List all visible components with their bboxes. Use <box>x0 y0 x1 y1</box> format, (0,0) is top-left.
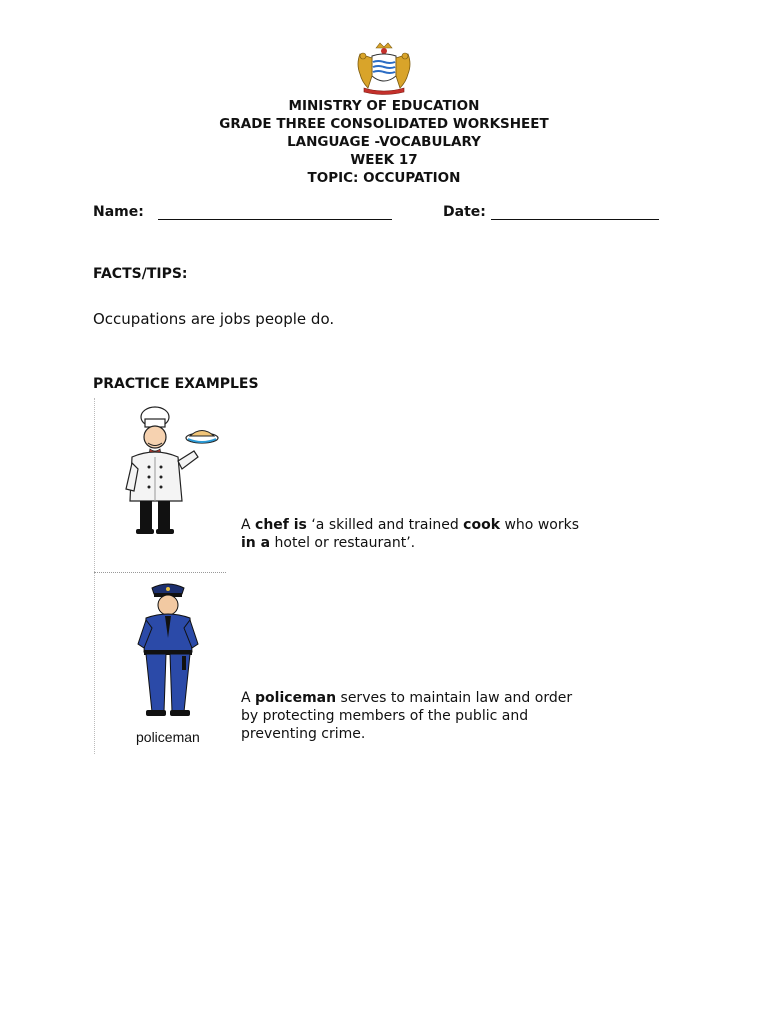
picture-column-border <box>94 398 95 754</box>
chef-description <box>241 516 611 552</box>
chef-text-end2: hotel or restaurant’. <box>270 535 416 551</box>
chef-keyword: chef is <box>255 517 307 533</box>
name-blank-line[interactable] <box>158 219 392 220</box>
chef-text-a: A <box>241 517 256 533</box>
policeman-keyword: policeman <box>255 690 337 706</box>
policeman-text-line1: serves to maintain law and order <box>336 690 573 706</box>
policeman-illustration-icon <box>132 580 204 720</box>
in-a-keyword: in a <box>241 535 271 551</box>
policeman-text-line2: by protecting members of the public and <box>241 708 529 724</box>
week-heading: WEEK 17 <box>350 152 418 168</box>
policeman-text-a: A <box>241 690 256 706</box>
date-label: Date: <box>443 204 486 220</box>
topic-heading: TOPIC: OCCUPATION <box>307 170 461 186</box>
cook-keyword: cook <box>463 517 501 533</box>
name-label: Name: <box>93 204 144 220</box>
practice-heading: PRACTICE EXAMPLES <box>93 376 259 392</box>
coat-of-arms-crest-icon <box>354 42 414 96</box>
facts-text: Occupations are jobs people do. <box>93 310 335 328</box>
picture-divider <box>94 572 226 573</box>
chef-illustration-icon <box>118 405 224 535</box>
chef-text-end1: who works <box>500 517 579 533</box>
policeman-description <box>241 689 611 743</box>
ministry-heading: MINISTRY OF EDUCATION <box>288 98 480 114</box>
date-blank-line[interactable] <box>491 219 659 220</box>
subject-heading: LANGUAGE -VOCABULARY <box>287 134 481 150</box>
policeman-picture-label: policeman <box>136 729 200 745</box>
worksheet-heading: GRADE THREE CONSOLIDATED WORKSHEET <box>219 116 549 132</box>
facts-heading: FACTS/TIPS: <box>93 266 188 282</box>
policeman-text-line3: preventing crime. <box>241 726 366 742</box>
chef-text-mid: ‘a skilled and trained <box>306 517 464 533</box>
